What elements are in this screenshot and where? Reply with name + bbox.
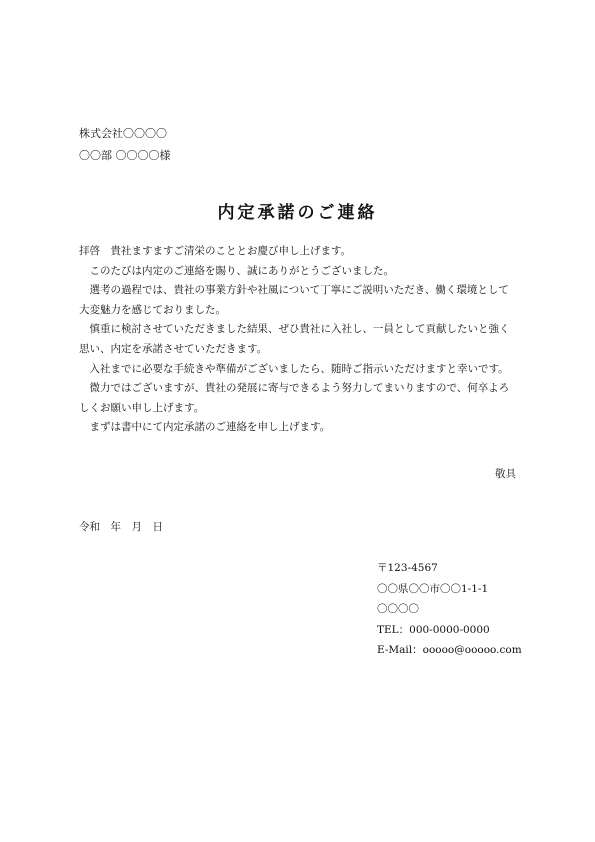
body-paragraph: 選考の過程では、貴社の事業方針や社風について丁寧にご説明いただき、働く環境として大変魅力を感じておりました。 [79,284,509,316]
letter-date: 令和 年 月 日 [79,521,163,533]
body-paragraph: 慎重に検討させていただきました結果、ぜひ貴社に入社し、一員として貢献したいと強く思い、内定を承諾させていただきます。 [79,323,510,355]
body-paragraph: このたびは内定のご連絡を賜り、誠にありがとうございました。 [89,264,394,277]
body-paragraph-greeting: 拝啓 貴社ますますご清栄のこととお慶び申し上げます。 [79,245,352,257]
recipient-company: 株式会社〇〇〇〇 [79,127,167,140]
sender-tel: TEL：000-0000-0000 [377,623,490,636]
sender-block [377,558,522,661]
recipient-person: 〇〇部 〇〇〇〇様 [79,149,171,162]
recipient-block [79,123,171,167]
body-paragraph: 入社までに必要な手続きや準備がございましたら、随時ご指示いただけますと幸いです。 [89,362,509,375]
body-paragraph: 微力ではございますが、貴社の発展に寄与できるよう努力してまいりますので、何卒よろしくお願い申し上げます。 [79,382,510,414]
body-paragraph: まずは書中にて内定承諾のご連絡を申し上げます。 [89,421,331,434]
letter-body [79,242,519,438]
sender-email: E-Mail：ooooo@ooooo.com [377,644,522,656]
sender-postal-code: 〒123-4567 [377,562,438,574]
letter-title: 内定承諾のご連絡 [217,203,378,223]
sender-address: 〇〇県〇〇市〇〇1-1-1 [377,582,489,595]
sender-name: 〇〇〇〇 [377,603,419,615]
closing-phrase: 敬具 [495,468,516,480]
